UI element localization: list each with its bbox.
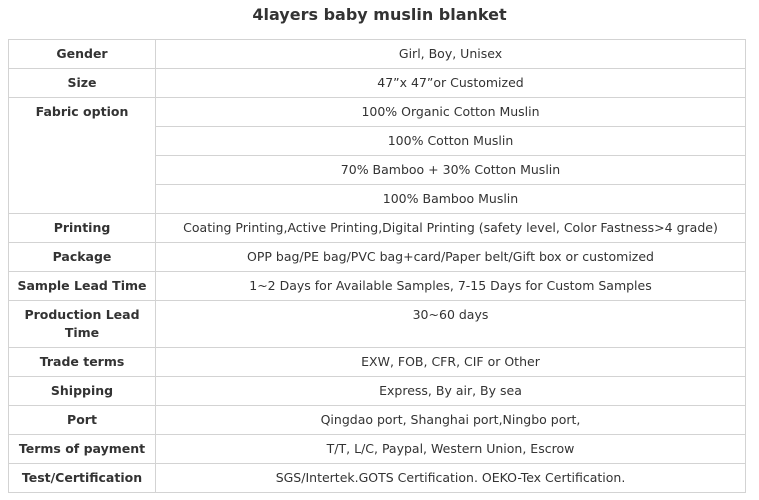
table-row <box>9 377 746 406</box>
row-value-printing: Coating Printing,Active Printing,Digital Printing (safety level, Color Fastness>4 grade) <box>156 214 746 243</box>
row-value-fabric-option-2: 100% Cotton Muslin <box>156 127 746 156</box>
row-label-size: Size <box>9 69 156 98</box>
table-row <box>9 272 746 301</box>
row-value-fabric-option-3: 70% Bamboo + 30% Cotton Muslin <box>156 156 746 185</box>
row-value-fabric-option-4: 100% Bamboo Muslin <box>156 185 746 214</box>
row-label-package: Package <box>9 243 156 272</box>
table-row <box>9 348 746 377</box>
table-row <box>9 243 746 272</box>
row-label-sample-lead-time: Sample Lead Time <box>9 272 156 301</box>
row-value-sample-lead-time: 1~2 Days for Available Samples, 7-15 Days for Custom Samples <box>156 272 746 301</box>
row-value-port: Qingdao port, Shanghai port,Ningbo port, <box>156 406 746 435</box>
row-value-fabric-option-1: 100% Organic Cotton Muslin <box>156 98 746 127</box>
table-row <box>9 214 746 243</box>
table-row <box>9 406 746 435</box>
row-value-package: OPP bag/PE bag/PVC bag+card/Paper belt/Gift box or customized <box>156 243 746 272</box>
row-label-trade-terms: Trade terms <box>9 348 156 377</box>
row-value-gender: Girl, Boy, Unisex <box>156 40 746 69</box>
row-label-port: Port <box>9 406 156 435</box>
table-row <box>9 301 746 348</box>
row-label-test-certification: Test/Certification <box>9 464 156 493</box>
row-value-trade-terms: EXW, FOB, CFR, CIF or Other <box>156 348 746 377</box>
table-row <box>9 435 746 464</box>
row-label-fabric-option: Fabric option <box>9 98 156 214</box>
row-value-terms-of-payment: T/T, L/C, Paypal, Western Union, Escrow <box>156 435 746 464</box>
row-value-size: 47”x 47”or Customized <box>156 69 746 98</box>
table-row <box>9 40 746 69</box>
row-label-production-lead-time: Production Lead Time <box>9 301 156 348</box>
table-row <box>9 464 746 493</box>
row-value-test-certification: SGS/Intertek.GOTS Certification. OEKO-Tex Certification. <box>156 464 746 493</box>
row-label-printing: Printing <box>9 214 156 243</box>
row-value-production-lead-time: 30~60 days <box>156 301 746 348</box>
row-label-shipping: Shipping <box>9 377 156 406</box>
row-label-gender: Gender <box>9 40 156 69</box>
row-value-shipping: Express, By air, By sea <box>156 377 746 406</box>
row-label-terms-of-payment: Terms of payment <box>9 435 156 464</box>
table-row <box>9 98 746 127</box>
spec-table <box>8 39 746 493</box>
table-row <box>9 69 746 98</box>
page-title: 4layers baby muslin blanket <box>252 5 507 24</box>
